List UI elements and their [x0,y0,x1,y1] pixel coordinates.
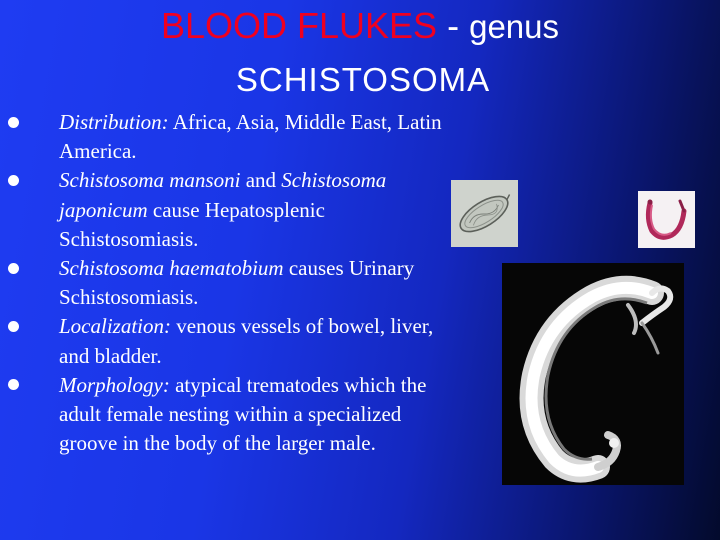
title-main: BLOOD FLUKES [160,5,438,46]
bullet-distribution [8,108,458,166]
title-separator: - [447,5,460,46]
egg-image [451,180,518,247]
bullet-morphology [8,371,458,459]
bullet-dot-icon [8,117,19,128]
bullet-label: Distribution: [59,110,169,134]
bullet-list [8,108,458,458]
bullet-haematobium [8,254,458,312]
bullet-label: Localization: [59,314,172,339]
species-name: Schistosoma japonicum [59,168,387,222]
bullet-dot-icon [8,175,19,186]
bullet-text: and [240,168,282,193]
bullet-dot-icon [8,263,19,274]
bullet-label: Morphology: [59,372,170,397]
bullet-text: causes Urinary Schistosomiasis. [59,256,415,310]
bullet-text: venous vessels of bowel, liver, and bladder. [59,314,434,368]
worm-pair-thumbnail [638,191,695,248]
bullet-text: Africa, Asia, Middle East, Latin America. [59,110,442,164]
title-genus: genus [469,8,560,45]
species-name: Schistosoma haematobium [59,256,284,281]
worm-pair-micrograph [502,263,684,485]
slide-subtitle: SCHISTOSOMA [235,61,491,98]
slide-title [0,4,720,49]
species-name: Schistosoma mansoni [59,168,241,193]
bullet-species [8,166,458,254]
bullet-text: atypical trematodes which the adult female nesting within a specialized groove in the body of the larger male. [59,372,427,456]
bullet-localization [8,312,458,370]
bullet-dot-icon [8,379,19,390]
bullet-text: cause Hepatosplenic Schistosomiasis. [59,197,325,251]
bullet-dot-icon [8,321,19,332]
